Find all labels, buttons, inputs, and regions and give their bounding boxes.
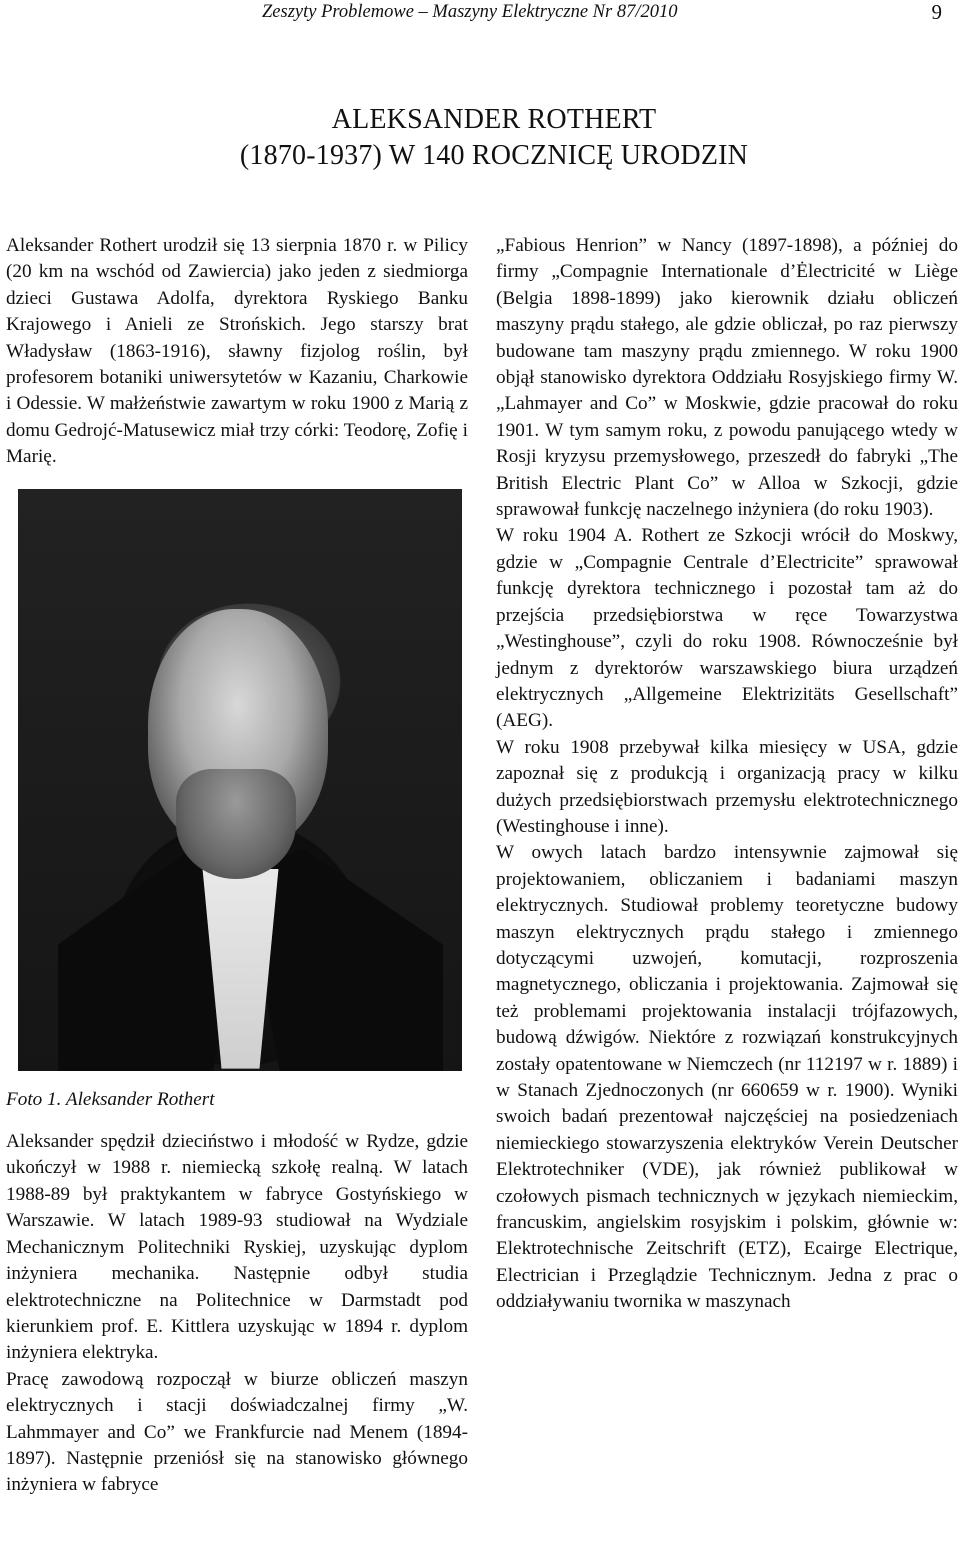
title-line-2: (1870-1937) W 140 ROCZNICĘ URODZIN [239,140,749,171]
right-column [496,233,958,1316]
photo-beard [176,769,296,879]
paragraph-usa: W roku 1908 przebywał kilka miesięcy w USA, gdzie zapoznał się z produkcją i organizacją pracy w kilku dużych przedsiębiorstwach przemysłu elektrotechnicznego (Westinghouse i inne). [496,736,958,837]
paragraph-education: Aleksander spędził dzieciństwo i młodość w Rydze, gdzie ukończył w 1988 r. niemiecką szkołę realną. W latach 1988-89 był praktykantem w fabryce Gostyńskiego w Warszawie. W latach 1989-93 studiował na Wydziale Mechanicznym Politechniki Ryskiej, uzyskując dyplom inżyniera mechanika. Następnie odbył studia elektrotechniczne na Politechnice w Darmstadt pod kierunkiem prof. E. Kittlera uzyskując w 1894 r. dyplom inżyniera elektryka. [6,1131,468,1364]
article-title [0,102,960,174]
paragraph-moscow: W roku 1904 A. Rothert ze Szkocji wrócił do Moskwy, gdzie w „Compagnie Centrale d’Electricite” sprawował funkcję dyrektora technicznego i pozostał tam aż do przejścia przedsiębiorstwa w ręce Towarzystwa „Westinghouse”, czyli do roku 1908. Równocześnie był jednym z dyrektorów warszawskiego biura urządzeń elektrycznych „Allgemeine Elektrizitäts Gesellschaft” (AEG). [496,525,958,732]
portrait-photo [18,489,462,1071]
page-header [0,0,960,30]
paragraph-career-start: Pracę zawodową rozpoczął w biurze obliczeń maszyn elektrycznych i stacji doświadczalnej firmy „W. Lahmmayer and Co” we Frankfurcie nad Menem (1894-1897). Następnie przeniósł się na stanowisko głównego inżyniera w fabryce [6,1368,468,1496]
page-number: 9 [931,0,942,24]
paragraph-birth: Aleksander Rothert urodził się 13 sierpnia 1870 r. w Pilicy (20 km na wschód od Zawiercia) jako jeden z siedmiorga dzieci Gustawa Adolfa, dyrektora Ryskiego Banku Krajowego i Anieli ze Strońskich. Jego starszy brat Władysław (1863-1916), sławny fizjolog roślin, był profesorem botaniki uniwersytetów w Kazaniu, Charkowie i Odessie. W małżeństwie zawartym w roku 1900 z Marią z domu Gedrojć-Matusewicz miał trzy córki: Teodorę, Zofię i Marię. [6,235,468,468]
paragraph-research: W owych latach bardzo intensywnie zajmował się projektowaniem, obliczaniem i badaniami maszyn elektrycznych. Studiował problemy teoretyczne budowy maszyn elektrycznych prądu stałego i zmiennego dotyczącymi uzwojeń, komutacji, rozproszenia magnetycznego, obliczania i projektowania. Zajmował się też problemami projektowania instalacji trójfazowych, budową dźwigów. Niektóre z rozwiązań konstrukcyjnych zostały opatentowane w Niemczech (nr 112197 w r. 1889) i w Stanach Zjednoczonych (nr 660659 w r. 1900). Wyniki swoich badań prezentował najczęściej na posiedzeniach niemieckiego stowarzyszenia elektryków Verein Deutscher Elektrotechniker (VDE), jak również publikował w czołowych pismach technicznych w językach niemieckim, francuskim, angielskim rosyjskim i polskim, głównie w: Elektrotechnische Zeitschrift (ETZ), Ecairge Electrique, Electrician i Przeglądzie Technicznym. Jedna z prac o oddziaływaniu twornika w maszynach [496,842,958,1313]
photo-caption: Foto 1. Aleksander Rothert [6,1088,215,1110]
journal-title: Zeszyty Problemowe – Maszyny Elektryczne Nr 87/2010 [262,2,678,22]
title-line-1: ALEKSANDER ROTHERT [331,104,657,135]
left-column [6,233,468,1499]
paragraph-career-abroad: „Fabious Henrion” w Nancy (1897-1898), a później do firmy „Compagnie Internationale d’Ėlectricité w Liège (Belgia 1898-1899) jako kierownik działu obliczeń maszyny prądu stałego, ale gdzie obliczał, po raz pierwszy budowane tam maszyny prądu zmiennego. W roku 1900 objął stanowisko dyrektora Oddziału Rosyjskiego firmy W. „Lahmayer and Co” w Moskwie, gdzie pracował do roku 1901. W tym samym roku, z powodu panującego wtedy w Rosji kryzysu przemysłowego, przeszedł do fabryki „The British Electric Plant Co” w Alloa w Szkocji, gdzie sprawował funkcję naczelnego inżyniera (do roku 1903). [496,235,958,521]
